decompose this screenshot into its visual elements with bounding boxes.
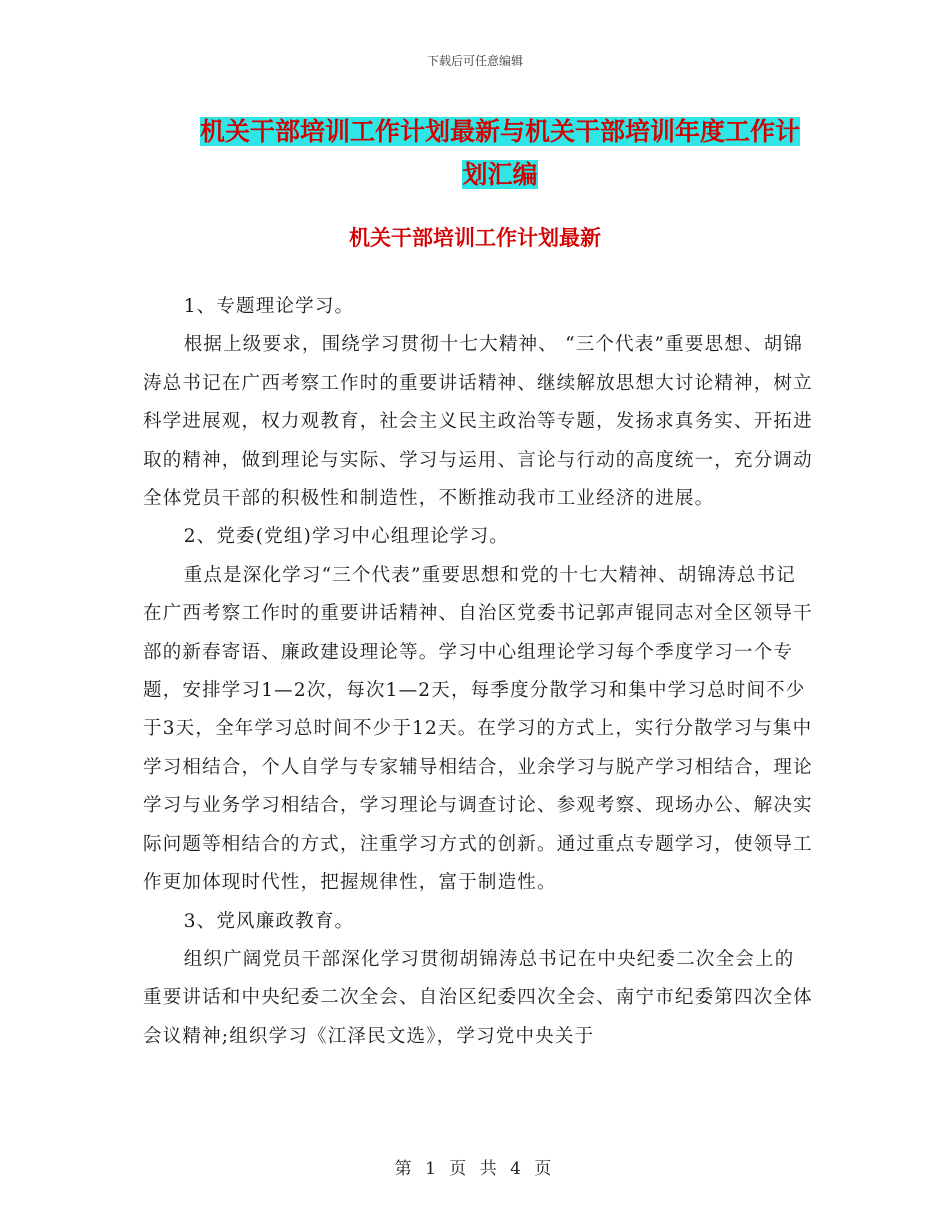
document-title-text: 机关干部培训工作计划最新与机关干部培训年度工作计划汇编 [199,117,800,189]
document-title [190,110,810,196]
paragraph-3: 组织广阔党员干部深化学习贯彻胡锦涛总书记在中央纪委二次全会上的重要讲话和中央纪委二次全会、自治区纪委四次全会、南宁市纪委第四次全体会议精神;组织学习《江泽民文选》，学习党中央关于 [143,948,813,1047]
paragraph-heading-2: 2、党委(党组)学习中心组理论学习。 [183,526,509,548]
document-body [143,288,813,1056]
paragraph-2: 重点是深化学习“三个代表”重要思想和党的十七大精神、胡锦涛总书记在广西考察工作时的重要讲话精神、自治区党委书记郭声锟同志对全区领导干部的新春寄语、廉政建设理论等。学习中心组理论学习每个季度学习一个专题，安排学习1—2次，每次1—2天，每季度分散学习和集中学习总时间不少于3天，全年学习总时间不少于12天。在学习的方式上，实行分散学习与集中学习相结合，个人自学与专家辅导相结合，业余学习与脱产学习相结合，理论学习与业务学习相结合，学习理论与调查讨论、参观考察、现场办公、解决实际问题等相结合的方式，注重学习方式的创新。通过重点专题学习，使领导工作更加体现时代性，把握规律性，富于制造性。 [143,564,813,894]
header-note: 下载后可任意编辑 [426,54,523,68]
paragraph-heading-1: 1、专题理论学习。 [183,296,355,317]
paragraph-heading-3: 3、党风廉政教育。 [183,910,355,932]
paragraph-1: 根据上级要求，围绕学习贯彻十七大精神、 “三个代表”重要思想、胡锦涛总书记在广西考察工作时的重要讲话精神、继续解放思想大讨论精神，树立科学进展观，权力观教育，社会主义民主政治等专题，发扬求真务实、开拓进取的精神，做到理论与实际、学习与运用、言论与行动的高度统一，充分调动全体党员干部的积极性和制造性，不断推动我市工业经济的进展。 [143,334,813,510]
page-footer: 第 1 页 共 4 页 [394,1159,556,1179]
section-title: 机关干部培训工作计划最新 [349,225,601,250]
